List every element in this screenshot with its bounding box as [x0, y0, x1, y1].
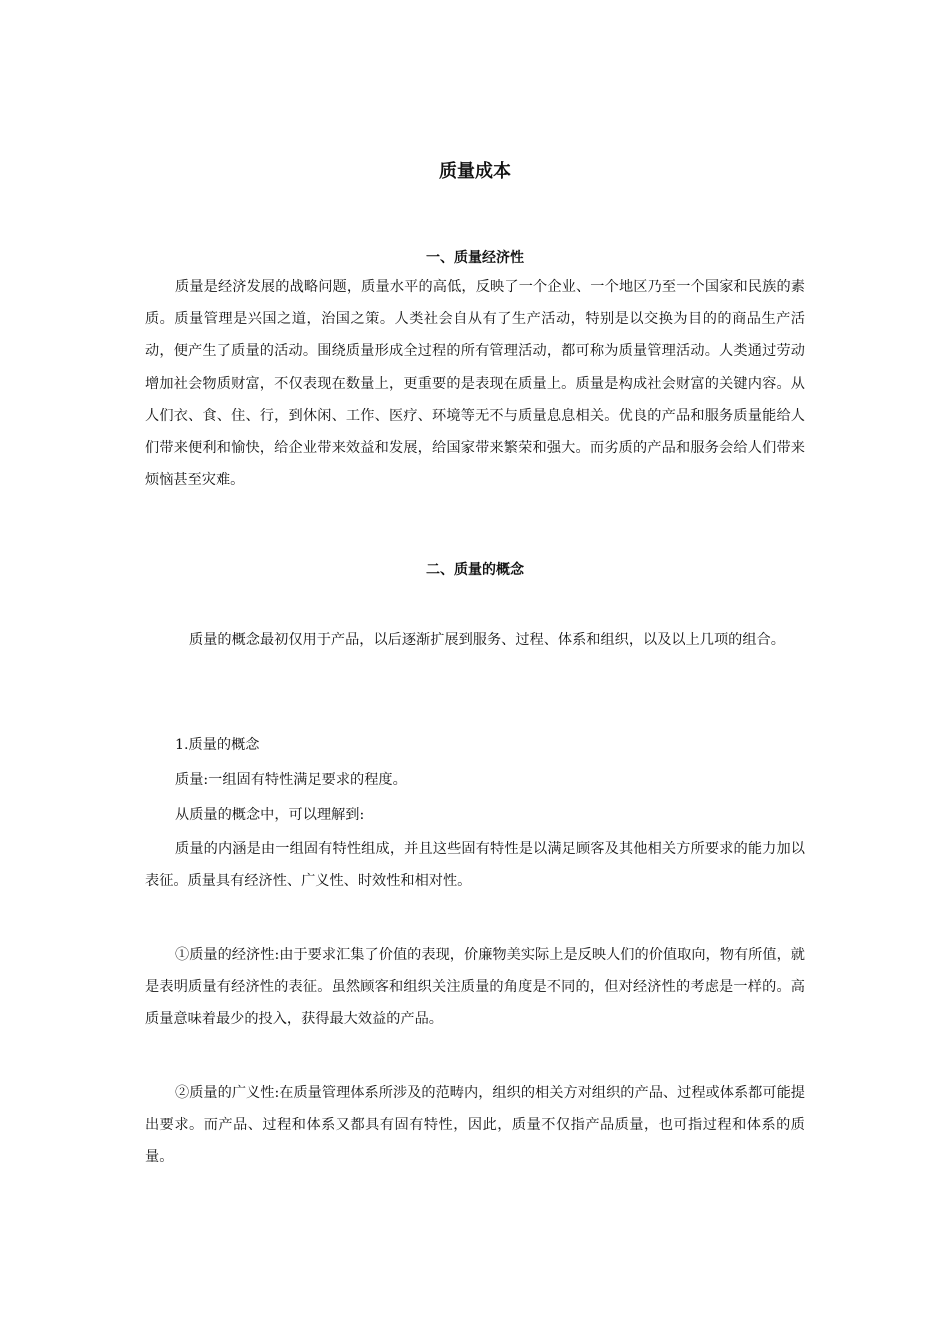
paragraph-concept-intro: 质量的概念最初仅用于产品，以后逐渐扩展到服务、过程、体系和组织，以及以上几项的组合。: [189, 632, 785, 648]
item-title-quality-concept: 1.质量的概念: [175, 737, 260, 753]
section-heading-quality-economy: 一、质量经济性: [426, 250, 524, 266]
paragraph-quality-breadth-trait: ②质量的广义性:在质量管理体系所涉及的范畴内，组织的相关方对组织的产品、过程或体系都可能提出要求。而产品、过程和体系又都具有固有特性，因此，质量不仅指产品质量，也可指过程和体系的质量。: [145, 1085, 805, 1166]
paragraph-quality-economy-trait: ①质量的经济性:由于要求汇集了价值的表现，价廉物美实际上是反映人们的价值取向，物有所值，就是表明质量有经济性的表征。虽然顾客和组织关注质量的角度是不同的，但对经济性的考虑是一样的。高质量意味着最少的投入，获得最大效益的产品。: [145, 947, 805, 1028]
quality-definition: 质量:一组固有特性满足要求的程度。: [175, 772, 407, 788]
understanding-lead: 从质量的概念中，可以理解到:: [175, 807, 365, 823]
document-title: 质量成本: [439, 161, 511, 182]
paragraph-quality-economy: 质量是经济发展的战略问题，质量水平的高低，反映了一个企业、一个地区乃至一个国家和民族的素质。质量管理是兴国之道，治国之策。人类社会自从有了生产活动，特别是以交换为目的的商品生产活动，便产生了质量的活动。围绕质量形成全过程的所有管理活动，都可称为质量管理活动。人类通过劳动增加社会物质财富，不仅表现在数量上，更重要的是表现在质量上。质量是构成社会财富的关键内容。从人们衣、食、住、行，到休闲、工作、医疗、环境等无不与质量息息相关。优良的产品和服务质量能给人们带来便利和愉快，给企业带来效益和发展，给国家带来繁荣和强大。而劣质的产品和服务会给人们带来烦恼甚至灾难。: [145, 279, 805, 489]
section-heading-quality-concept: 二、质量的概念: [426, 562, 524, 578]
paragraph-connotation: 质量的内涵是由一组固有特性组成，并且这些固有特性是以满足顾客及其他相关方所要求的能力加以表征。质量具有经济性、广义性、时效性和相对性。: [145, 841, 805, 890]
